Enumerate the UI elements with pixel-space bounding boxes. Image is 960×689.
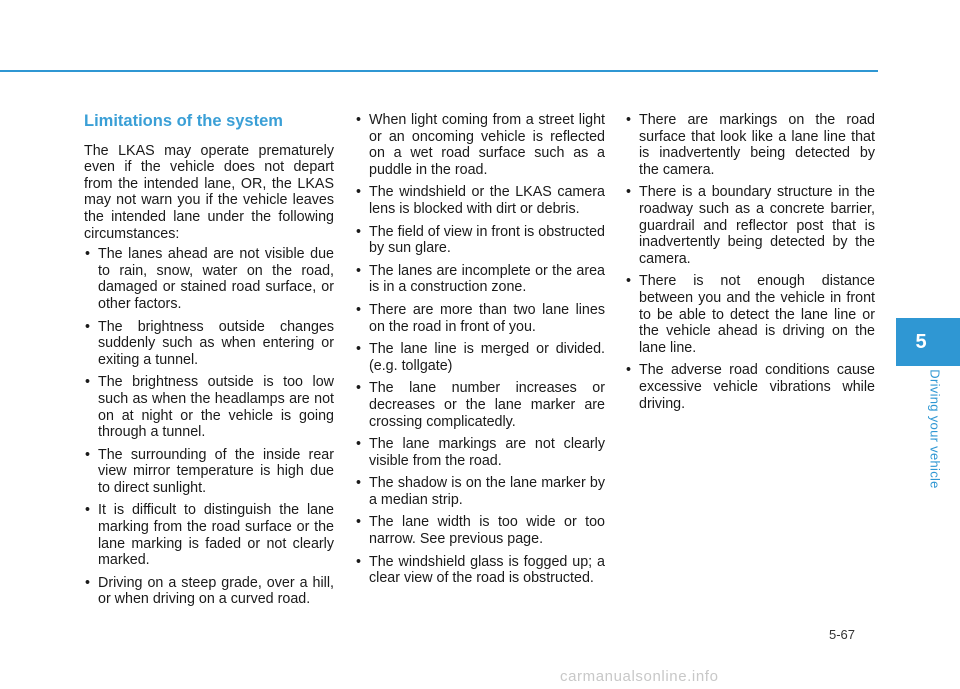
chapter-title: Driving your vehicle: [927, 369, 943, 489]
list-item: • The lane number increases or decreases or the lane marker are crossing complicatedly.: [355, 380, 605, 430]
intro-paragraph: The LKAS may operate prematurely even if the vehicle does not depart from the intended lane, OR, the LKAS may not warn you if the vehicle leaves the intended lane under the following circumstances:: [84, 142, 334, 242]
list-item: • The surrounding of the inside rear view mirror temperature is high due to direct sunlight.: [84, 447, 334, 497]
list-item: • The shadow is on the lane marker by a median strip.: [355, 475, 605, 508]
watermark: carmanualsonline.info: [560, 668, 719, 685]
list-item: • The field of view in front is obstructed by sun glare.: [355, 224, 605, 257]
list-item: • The windshield or the LKAS camera lens is blocked with dirt or debris.: [355, 184, 605, 217]
list-item: • It is difficult to distinguish the lane marking from the road surface or the lane marking is faded or not clearly marked.: [84, 502, 334, 568]
limitations-list-2: [355, 112, 605, 587]
list-item: • The lane markings are not clearly visible from the road.: [355, 436, 605, 469]
list-item: • The adverse road conditions cause excessive vehicle vibrations while driving.: [625, 362, 875, 412]
list-item: • When light coming from a street light or an oncoming vehicle is reflected on a wet road surface such as a puddle in the road.: [355, 112, 605, 178]
list-item: • The lane line is merged or divided. (e.g. tollgate): [355, 341, 605, 374]
list-item: • The lane width is too wide or too narrow. See previous page.: [355, 514, 605, 547]
page-number: 5-67: [829, 627, 856, 642]
list-item: • The lanes are incomplete or the area is in a construction zone.: [355, 263, 605, 296]
text-column-1: [84, 110, 334, 614]
chapter-number-tab: [896, 318, 960, 366]
chapter-number: 5: [915, 330, 927, 353]
limitations-list-1: [84, 246, 334, 608]
limitations-list-3: [625, 112, 875, 412]
text-column-2: [355, 112, 605, 593]
list-item: • There is not enough distance between you and the vehicle in front to be able to detect the lane line or the vehicle ahead is driving on the lane line.: [625, 273, 875, 356]
section-title: Limitations of the system: [84, 112, 283, 130]
list-item: • There are more than two lane lines on the road in front of you.: [355, 302, 605, 335]
list-item: • There is a boundary structure in the roadway such as a concrete barrier, guardrail and reflector post that is inadvertently being detected by the camera.: [625, 184, 875, 267]
list-item: • The brightness outside is too low such as when the headlamps are not on at night or the vehicle is going through a tunnel.: [84, 374, 334, 440]
list-item: • There are markings on the road surface that look like a lane line that is inadvertently being detected by the camera.: [625, 112, 875, 178]
header-rule: [0, 70, 878, 72]
list-item: • The windshield glass is fogged up; a clear view of the road is obstructed.: [355, 554, 605, 587]
list-item: • The brightness outside changes suddenly such as when entering or exiting a tunnel.: [84, 319, 334, 369]
list-item: • Driving on a steep grade, over a hill, or when driving on a curved road.: [84, 575, 334, 608]
list-item: • The lanes ahead are not visible due to rain, snow, water on the road, damaged or stained road surface, or other factors.: [84, 246, 334, 312]
text-column-3: [625, 112, 875, 418]
